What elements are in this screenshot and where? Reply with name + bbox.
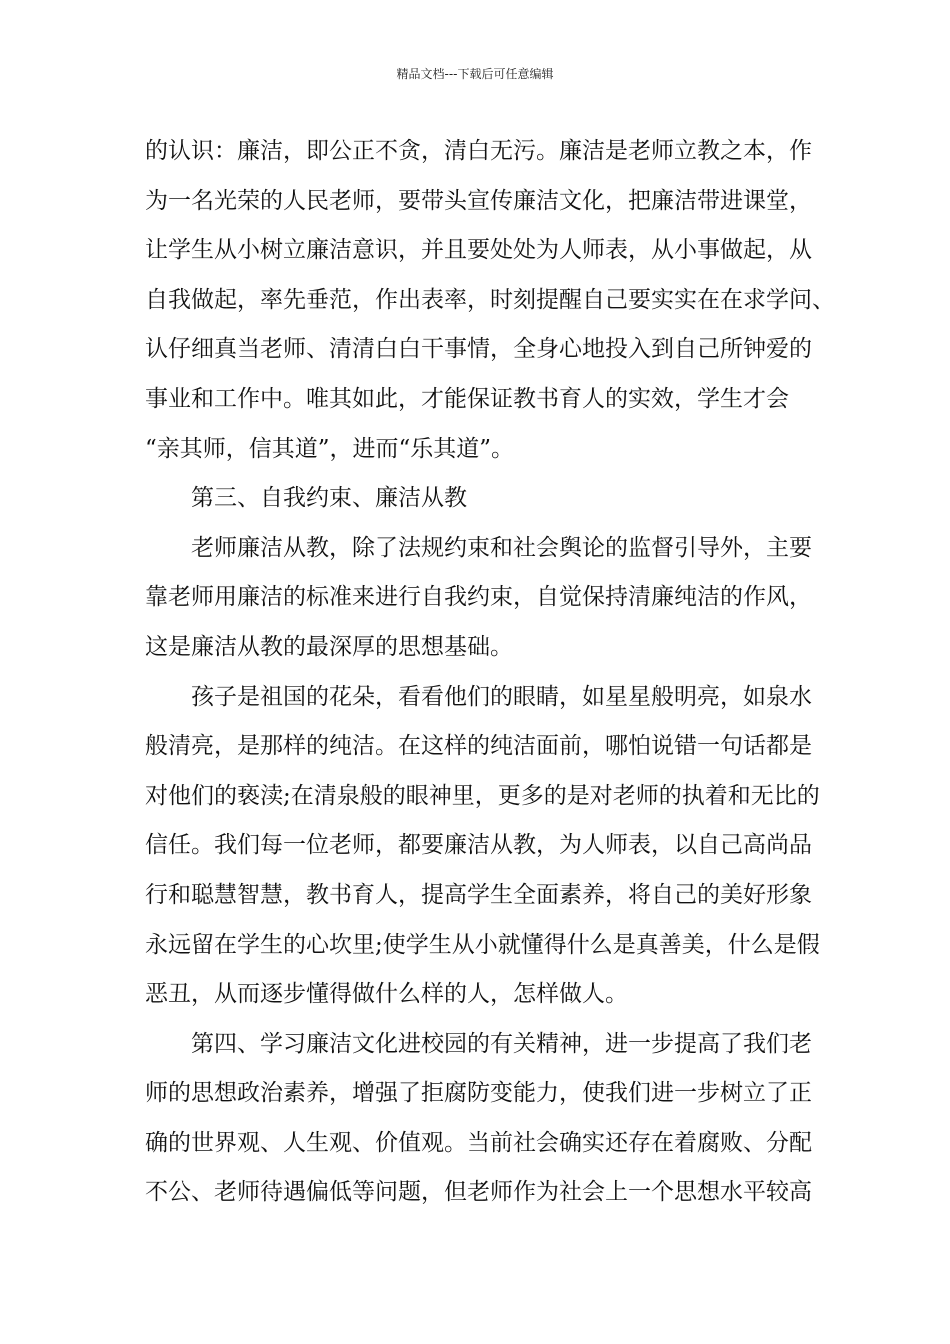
text-line: “亲其师，信其道”，进而“乐其道”。	[145, 435, 515, 462]
document-body	[145, 127, 835, 1218]
text-line: 第四、学习廉洁文化进校园的有关精神，进一步提高了我们老	[191, 1030, 812, 1057]
text-line: 恶丑，从而逐步懂得做什么样的人，怎样做人。	[145, 981, 628, 1008]
text-line: 确的世界观、人生观、价值观。当前社会确实还存在着腐败、分配	[145, 1129, 812, 1156]
text-line: 不公、老师待遇偏低等问题，但老师作为社会上一个思想水平较高	[145, 1179, 812, 1206]
text-line: 老师廉洁从教，除了法规约束和社会舆论的监督引导外，主要	[191, 534, 812, 561]
text-line: 这是廉洁从教的最深厚的思想基础。	[145, 633, 513, 660]
text-line: 行和聪慧智慧，教书育人，提高学生全面素养，将自己的美好形象	[145, 881, 812, 908]
text-line: 的认识：廉洁，即公正不贪，清白无污。廉洁是老师立教之本，作	[145, 138, 812, 164]
text-line: 师的思想政治素养，增强了拒腐防变能力，使我们进一步树立了正	[145, 1080, 812, 1107]
text-line: 信任。我们每一位老师，都要廉洁从教，为人师表，以自己高尚品	[145, 832, 812, 859]
text-line: 永远留在学生的心坎里;使学生从小就懂得什么是真善美，什么是假	[145, 931, 820, 958]
page-header: 精品文档---下载后可任意编辑	[396, 67, 554, 81]
text-line: 靠老师用廉洁的标准来进行自我约束，自觉保持清廉纯洁的作风，	[145, 584, 812, 611]
text-line: 般清亮，是那样的纯洁。在这样的纯洁面前，哪怕说错一句话都是	[145, 733, 812, 760]
text-line: 事业和工作中。唯其如此，才能保证教书育人的实效，学生才会	[145, 385, 789, 412]
text-line: 让学生从小树立廉洁意识，并且要处处为人师表，从小事做起，从	[145, 237, 812, 264]
section-heading: 第三、自我约束、廉洁从教	[191, 485, 467, 512]
text-line: 认仔细真当老师、清清白白干事情，全身心地投入到自己所钟爱的	[145, 336, 812, 363]
text-line: 为一名光荣的人民老师，要带头宣传廉洁文化，把廉洁带进课堂，	[145, 187, 812, 214]
text-line: 自我做起，率先垂范，作出表率，时刻提醒自己要实实在在求学问、	[145, 286, 835, 313]
text-line: 孩子是祖国的花朵，看看他们的眼睛，如星星般明亮，如泉水	[191, 683, 812, 710]
text-line: 对他们的亵渎;在清泉般的眼神里，更多的是对老师的执着和无比的	[145, 782, 820, 809]
